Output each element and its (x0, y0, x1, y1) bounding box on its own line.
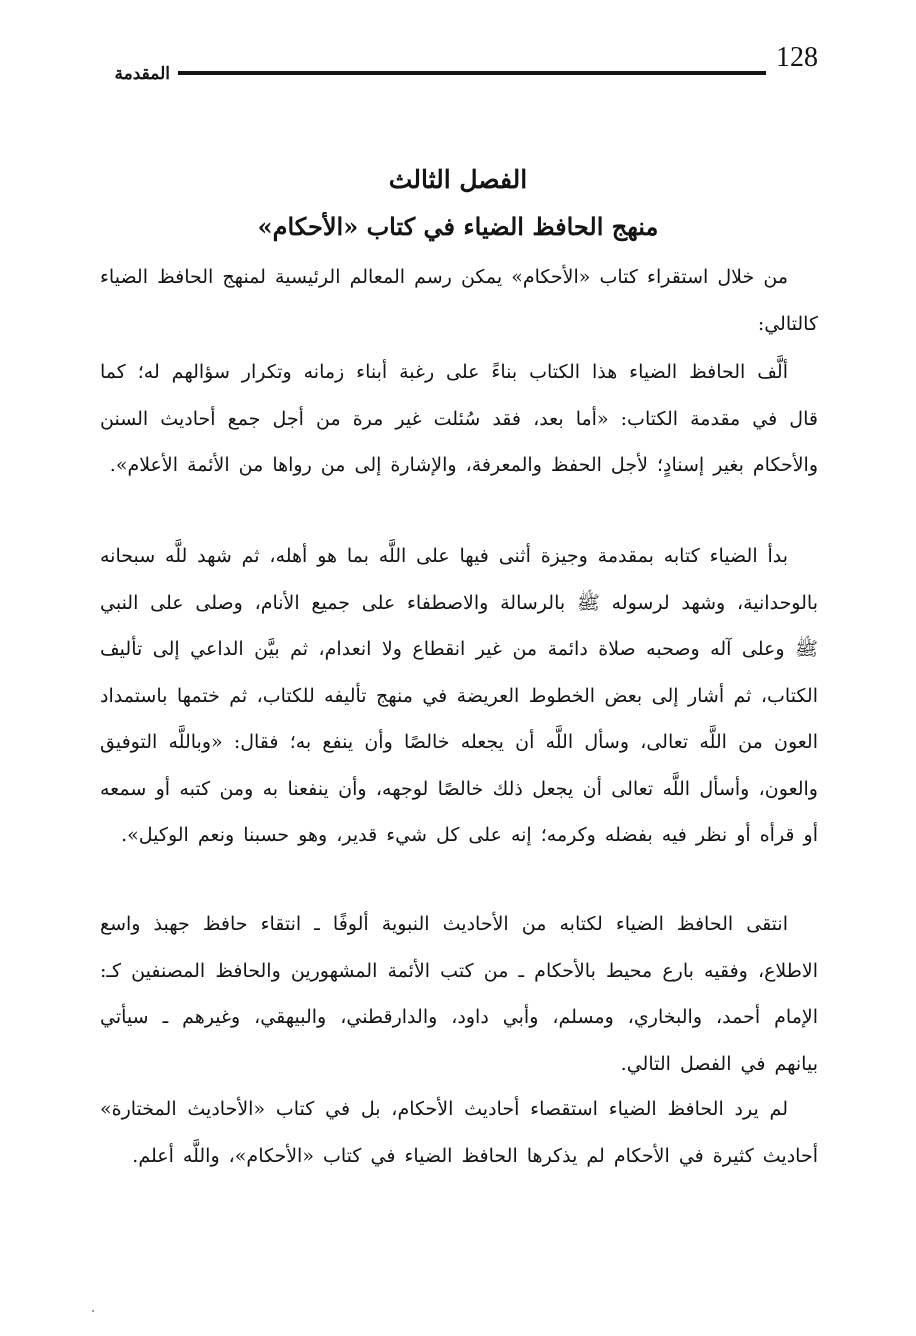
paragraph-text: بدأ الضياء كتابه بمقدمة وجيزة أثنى فيها على اللَّه بما هو أهله، ثم شهد للَّه سبحانه بالوحدانية، وشهد لرسوله ﷺ بالرسالة والاصطفاء على جميع الأنام، وصلى على النبي ﷺ وعلى آله وصحبه صلاة دائمة من غير انقطاع ولا انعدام، ثم بيَّن الداعي إلى تأليف الكتاب، ثم أشار إلى بعض الخطوط العريضة في منهج تأليفه للكتاب، ثم ختمها باستمداد العون من اللَّه تعالى، وسأل اللَّه أن يجعله خالصًا وأن ينفع به؛ فقال: «وباللَّه التوفيق والعون، وأسأل اللَّه تعالى أن يجعل ذلك خالصًا لوجهه، وأن ينفعنا به ومن كتبه أو سمعه أو قرأه أو نظر فيه بفضله وكرمه؛ إنه على كل شيء قدير، وهو حسبنا ونعم الوكيل». (100, 545, 818, 846)
paragraph-text: ألَّف الحافظ الضياء هذا الكتاب بناءً على رغبة أبناء زمانه وتكرار سؤالهم له؛ كما قال في مقدمة الكتاب: «أما بعد، فقد سُئلت غير مرة من أجل جمع أحاديث السنن والأحكام بغير إسنادٍ؛ لأجل الحفظ والمعرفة، والإشارة إلى من رواها من الأئمة الأعلام». (100, 361, 818, 476)
body-paragraph (100, 254, 818, 347)
scan-speck (92, 1310, 94, 1312)
page-number: 128 (776, 42, 818, 73)
body-paragraph (100, 533, 818, 859)
body-paragraph (100, 901, 818, 1087)
paragraph-text: لم يرد الحافظ الضياء استقصاء أحاديث الأحكام، بل في كتاب «الأحاديث المختارة» أحاديث كثيرة في الأحكام لم يذكرها الحافظ الضياء في كتاب «الأحكام»، واللَّه أعلم. (100, 1098, 818, 1167)
section-title: منهج الحافظ الضياء في كتاب «الأحكام» (257, 212, 659, 241)
chapter-title: الفصل الثالث (388, 165, 528, 194)
paragraph-text: من خلال استقراء كتاب «الأحكام» يمكن رسم المعالم الرئيسية لمنهج الحافظ الضياء كالتالي: (100, 266, 818, 335)
paragraph-text: انتقى الحافظ الضياء لكتابه من الأحاديث النبوية ألوفًا ـ انتقاء حافظ جهبذ واسع الاطلاع، وفقيه بارع محيط بالأحكام ـ من كتب الأئمة المشهورين والحافظ المصنفين كـ: الإمام أحمد، والبخاري، ومسلم، وأبي داود، والدارقطني، والبيهقي، وغيرهم ـ سيأتي بيانهم في الفصل التالي. (100, 913, 818, 1075)
running-title: المقدمة (114, 64, 170, 84)
header-rule (178, 71, 766, 75)
body-paragraph (100, 349, 818, 489)
body-paragraph (100, 1086, 818, 1179)
page-header (90, 40, 820, 88)
